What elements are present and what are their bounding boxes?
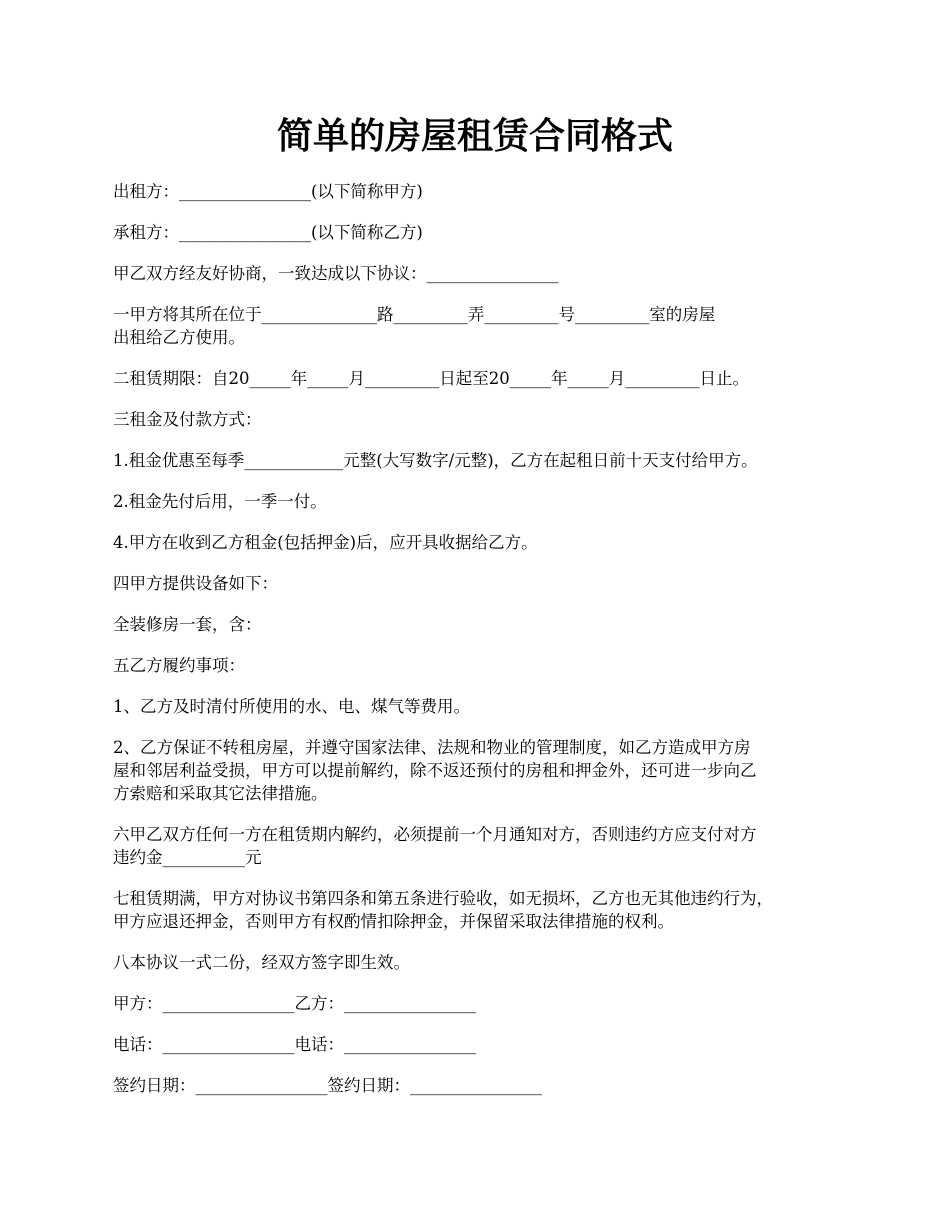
clause-3-item-4: 4.甲方在收到乙方租金(包括押金)后，应开具收据给乙方。 [113,533,538,552]
clause-agreement-intro: 甲乙双方经友好协商，一致达成以下协议：________________ [113,264,559,283]
clause-5-heading: 五乙方履约事项： [113,656,245,675]
clause-3-item-2: 2.租金先付后用，一季一付。 [113,492,327,511]
document-title: 简单的房屋租赁合同格式 [276,115,673,157]
clause-5-item-1: 1、乙方及时清付所使用的水、电、煤气等费用。 [113,697,470,716]
signature-phones: 电话：________________电话：________________ [113,1035,476,1054]
clause-1-property: 一甲方将其所在位于______________路_________弄_________号_________室的房屋 出租给乙方使用。 [113,305,716,347]
signature-dates: 签约日期：________________签约日期：________________ [113,1076,542,1095]
clause-lessor: 出租方：________________(以下简称甲方) [113,182,423,201]
signature-parties: 甲方：________________乙方：________________ [113,994,476,1013]
clause-7-expiry: 七租赁期满，甲方对协议书第四条和第五条进行验收，如无损坏，乙方也无其他违约行为， 甲方应退还押金，否则甲方有权酌情扣除押金，并保留采取法律措施的权利。 [113,889,773,931]
clause-5-item-2: 2、乙方保证不转租房屋，并遵守国家法律、法规和物业的管理制度，如乙方造成甲方房 屋和邻居利益受损，甲方可以提前解约，除不返还预付的房租和押金外，还可进一步向乙 方索赔和采取其它法律措施。 [113,738,757,803]
clause-lessee: 承租方：________________(以下简称乙方) [113,223,423,242]
clause-3-heading: 三租金及付款方式： [113,410,262,429]
clause-6-termination: 六甲乙双方任何一方在租赁期内解约，必须提前一个月通知对方，否则违约方应支付对方 违约金__________元 [113,825,757,867]
clause-4-heading: 四甲方提供设备如下： [113,574,278,593]
contract-body [113,180,853,1115]
clause-4-equipment: 全装修房一套，含： [113,615,262,634]
clause-8-effect: 八本协议一式二份，经双方签字即生效。 [113,953,410,972]
clause-2-lease-term: 二租赁期限：自20_____年_____月_________日起至20_____年_____月_________日止。 [113,369,749,388]
clause-3-item-1: 1.租金优惠至每季____________元整(大写数字/元整)，乙方在起租日前十天支付给甲方。 [113,451,758,470]
